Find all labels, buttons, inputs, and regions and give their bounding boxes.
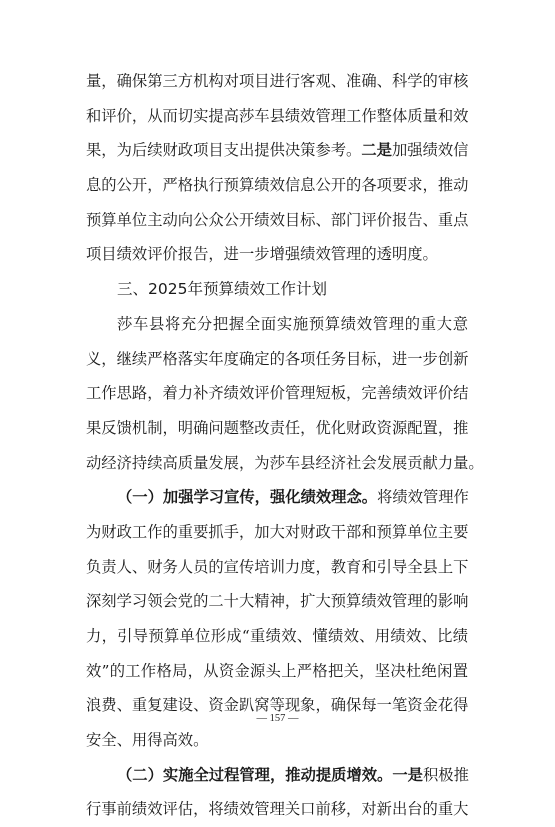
- section-heading: 三、2025年预算绩效工作计划: [117, 280, 327, 299]
- text-run: 积极推: [422, 765, 469, 784]
- text-line: 项目绩效评价报告，进一步增强绩效管理的透明度。: [86, 245, 438, 264]
- text-line: 息的公开，严格执行预算绩效信息公开的各项要求，推动: [86, 176, 469, 195]
- subheading-text: （二）实施全过程管理，推动提质增效。: [117, 765, 393, 784]
- text-line: 莎车县将充分把握全面实施预算绩效管理的重大意: [117, 314, 468, 333]
- text-line: 效”的工作格局，从资金源头上严格把关，坚决杜绝闲置: [86, 661, 468, 680]
- text-line: 浪费、重复建设、资金趴窝等现象，确保每一笔资金花得: [86, 696, 469, 715]
- text-run: 果，为后续财政项目支出提供决策参考。: [86, 141, 362, 160]
- text-line: 果反馈机制，明确问题整改责任，优化财政资源配置，推: [86, 418, 469, 437]
- text-run: 加强绩效信: [391, 141, 469, 160]
- emphasis-text: 二是: [361, 141, 392, 160]
- text-line: 动经济持续高质量发展，为莎车县经济社会发展贡献力量。: [86, 453, 484, 472]
- text-line: 负责人、财务人员的宣传培训力度，教育和引导全县上下: [86, 557, 469, 576]
- text-line: 行事前绩效评估，将绩效管理关口前移，对新出台的重大: [86, 800, 469, 819]
- text-line: 工作思路，着力补齐绩效评价管理短板，完善绩效评价结: [86, 384, 469, 403]
- text-line: [86, 133, 468, 168]
- text-line: [86, 480, 468, 515]
- text-line: 为财政工作的重要抓手，加大对财政干部和预算单位主要: [86, 522, 469, 541]
- text-line: 量，确保第三方机构对项目进行客观、准确、科学的审核: [86, 72, 469, 90]
- subheading-text: （一）加强学习宣传，强化绩效理念。: [117, 488, 378, 507]
- text-line: 义，继续严格落实年度确定的各项任务目标，进一步创新: [86, 349, 469, 368]
- text-line: 预算单位主动向公众公开绩效目标、部门评价报告、重点: [86, 210, 469, 229]
- text-line: [86, 758, 468, 793]
- text-line: 深刻学习领会党的二十大精神，扩大预算绩效管理的影响: [86, 592, 469, 611]
- emphasis-text: 一是: [392, 765, 423, 784]
- text-line: 和评价，从而切实提高莎车县绩效管理工作整体质量和效: [86, 106, 469, 125]
- text-line: 安全、用得高效。: [86, 731, 209, 750]
- text-run: 将绩效管理作: [377, 488, 469, 507]
- page-number: — 157 —: [256, 713, 299, 724]
- text-line: 力，引导预算单位形成“重绩效、懂绩效、用绩效、比绩: [86, 627, 468, 645]
